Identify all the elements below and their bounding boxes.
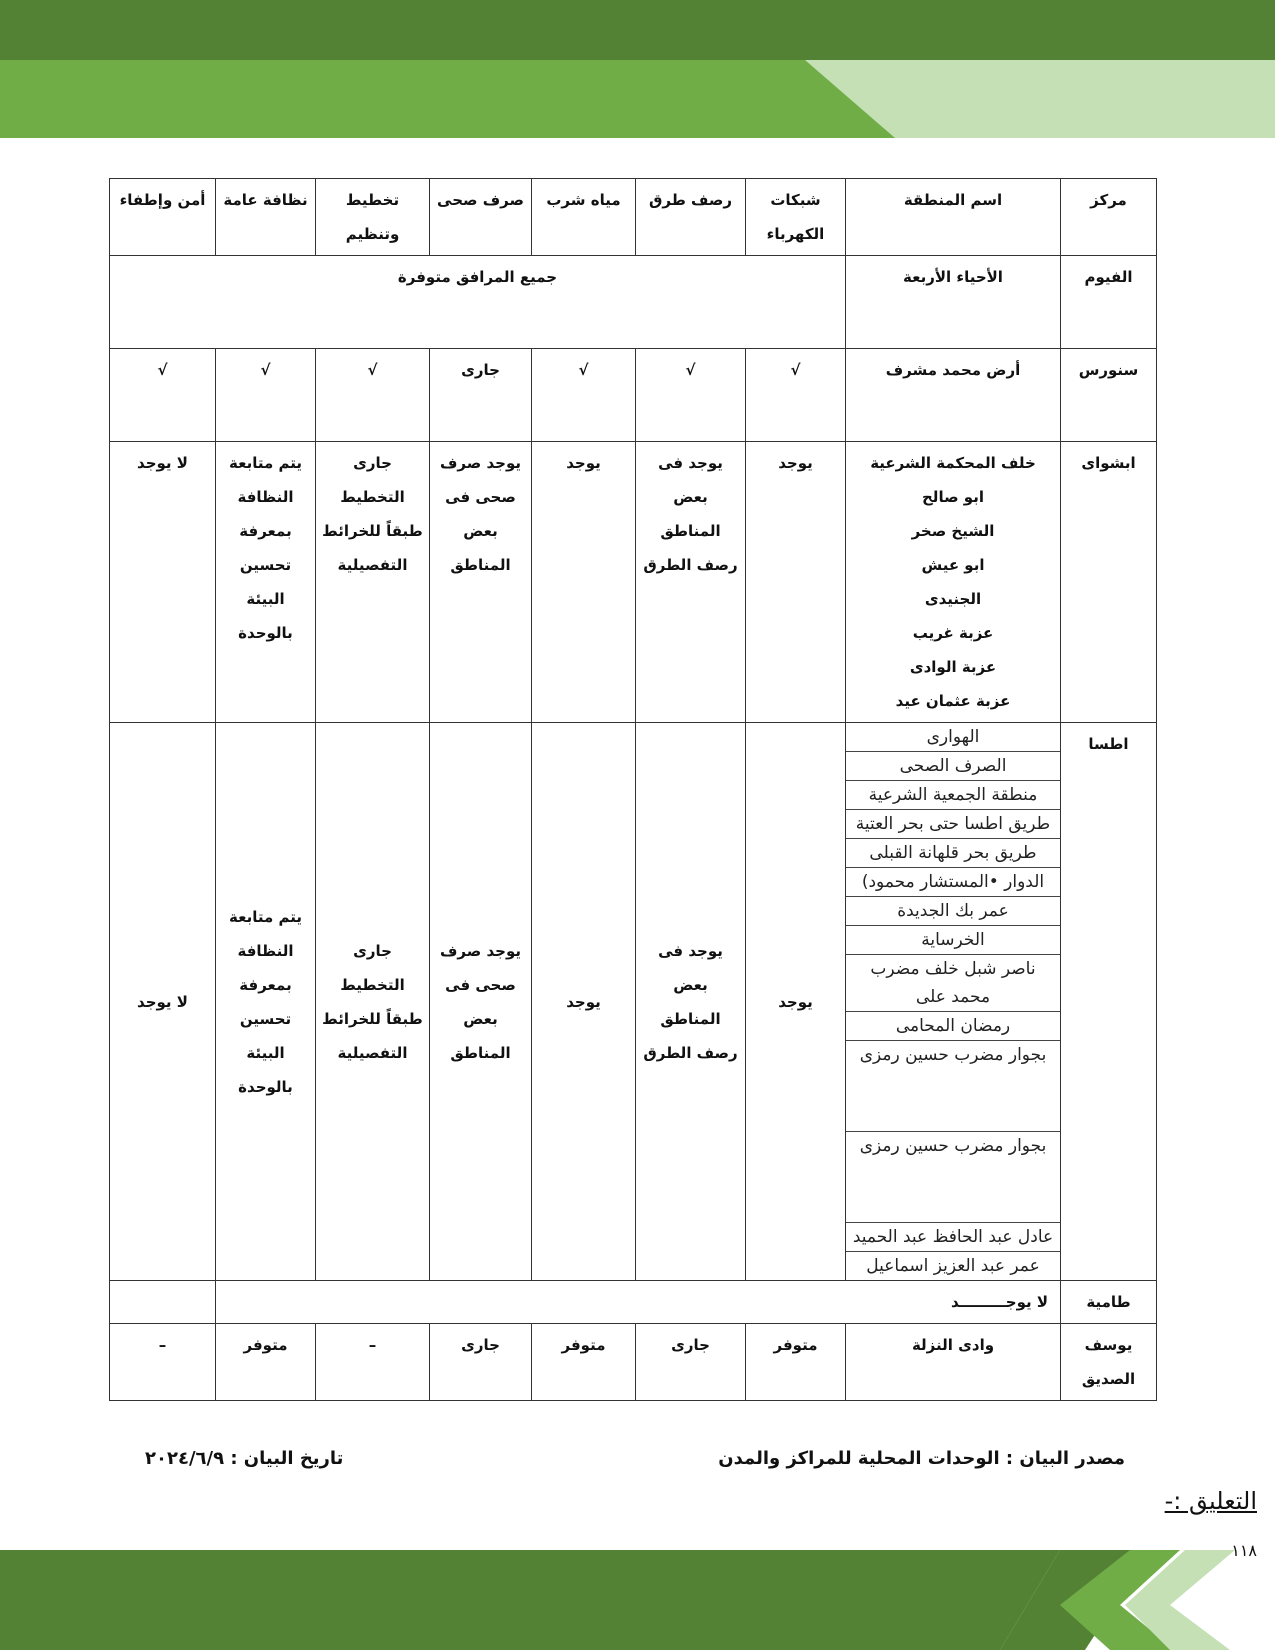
planning-cell: جارى التخطيط طبقاً للخرائط التفصيلية bbox=[316, 442, 430, 723]
center-cell: ابشواى bbox=[1061, 442, 1157, 723]
header-row bbox=[110, 179, 1157, 256]
page-number: ١١٨ bbox=[1231, 1541, 1257, 1560]
header-sewage: صرف صحى bbox=[430, 179, 532, 256]
value-cell: √ bbox=[636, 349, 746, 442]
table-row bbox=[110, 1281, 1157, 1324]
sewage-cell: يوجد صرف صحى فى بعض المناطق bbox=[430, 442, 532, 723]
security-cell: لا يوجد bbox=[110, 442, 216, 723]
list-item: ناصر شبل خلف مضرب محمد على bbox=[846, 955, 1060, 1012]
electricity-cell: يوجد bbox=[746, 723, 846, 1281]
empty-cell bbox=[110, 1281, 216, 1324]
header-banner bbox=[0, 0, 1275, 140]
merged-cell: لا يوجـــــــــد bbox=[216, 1281, 1061, 1324]
list-item: عمر بك الجديدة bbox=[846, 897, 1060, 926]
list-item: الخرساية bbox=[846, 926, 1060, 955]
value-cell: جارى bbox=[636, 1324, 746, 1401]
center-cell: سنورس bbox=[1061, 349, 1157, 442]
water-cell: يوجد bbox=[532, 442, 636, 723]
planning-cell: جارى التخطيط طبقاً للخرائط التفصيلية bbox=[316, 723, 430, 1281]
value-cell: √ bbox=[532, 349, 636, 442]
comment-heading: التعليق :- bbox=[1164, 1487, 1257, 1515]
date-note: تاريخ البيان : ٢٠٢٤/٦/٩ bbox=[145, 1448, 344, 1469]
area-cell: خلف المحكمة الشرعية ابو صالح الشيخ صخر ابو عيش الجنيدى عزبة غريب عزبة الوادى عزبة عثمان عيد bbox=[846, 442, 1061, 723]
value-cell: متوفر bbox=[532, 1324, 636, 1401]
list-item: منطقة الجمعية الشرعية bbox=[846, 781, 1060, 810]
list-item: عادل عبد الحافظ عبد الحميد bbox=[846, 1223, 1060, 1252]
value-cell: – bbox=[110, 1324, 216, 1401]
list-item: عمر عبد العزيز اسماعيل bbox=[866, 1256, 1040, 1276]
list-item: طريق اطسا حتى بحر العتية bbox=[846, 810, 1060, 839]
list-item: الدوار •المستشار محمود) bbox=[846, 868, 1060, 897]
table-row bbox=[110, 442, 1157, 723]
center-cell: الفيوم bbox=[1061, 256, 1157, 349]
header-electricity: شبكات الكهرباء bbox=[746, 179, 846, 256]
header-planning: تخطيط وتنظيم bbox=[316, 179, 430, 256]
facilities-table bbox=[109, 178, 1157, 1401]
list-item: رمضان المحامى bbox=[846, 1012, 1060, 1041]
source-note: مصدر البيان : الوحدات المحلية للمراكز والمدن bbox=[718, 1448, 1125, 1469]
area-cell bbox=[846, 723, 1061, 1281]
center-cell: اطسا bbox=[1061, 723, 1157, 1281]
list-item: الهوارى bbox=[846, 723, 1060, 752]
merged-cell: جميع المرافق متوفرة bbox=[110, 256, 846, 349]
center-cell: طامية bbox=[1061, 1281, 1157, 1324]
table-row bbox=[110, 1324, 1157, 1401]
list-item: بجوار مضرب حسين رمزى bbox=[846, 1041, 1060, 1132]
header-area: اسم المنطقة bbox=[846, 179, 1061, 256]
value-cell: √ bbox=[746, 349, 846, 442]
header-water: مياه شرب bbox=[532, 179, 636, 256]
cleaning-cell: يتم متابعة النظافة بمعرفة تحسين البيئة بالوحدة bbox=[216, 723, 316, 1281]
roads-cell: يوجد فى بعض المناطق رصف الطرق bbox=[636, 723, 746, 1281]
sewage-cell: يوجد صرف صحى فى بعض المناطق bbox=[430, 723, 532, 1281]
value-cell: جارى bbox=[430, 1324, 532, 1401]
water-cell: يوجد bbox=[532, 723, 636, 1281]
header-center: مركز bbox=[1061, 179, 1157, 256]
value-cell: جارى bbox=[430, 349, 532, 442]
value-cell: متوفر bbox=[746, 1324, 846, 1401]
header-cleaning: نظافة عامة bbox=[216, 179, 316, 256]
value-cell: √ bbox=[316, 349, 430, 442]
area-cell: وادى النزلة bbox=[846, 1324, 1061, 1401]
header-security: أمن وإطفاء bbox=[110, 179, 216, 256]
table-row bbox=[110, 256, 1157, 349]
roads-cell: يوجد فى بعض المناطق رصف الطرق bbox=[636, 442, 746, 723]
electricity-cell: يوجد bbox=[746, 442, 846, 723]
area-cell: الأحياء الأربعة bbox=[846, 256, 1061, 349]
list-item: بجوار مضرب حسين رمزى bbox=[846, 1132, 1060, 1223]
header-roads: رصف طرق bbox=[636, 179, 746, 256]
list-item: طريق بحر قلهانة القبلى bbox=[846, 839, 1060, 868]
area-list bbox=[846, 723, 1060, 1280]
value-cell: متوفر bbox=[216, 1324, 316, 1401]
center-cell: يوسف الصديق bbox=[1061, 1324, 1157, 1401]
list-item: الصرف الصحى bbox=[846, 752, 1060, 781]
table-row bbox=[110, 723, 1157, 1281]
value-cell: √ bbox=[110, 349, 216, 442]
area-cell: أرض محمد مشرف bbox=[846, 349, 1061, 442]
cleaning-cell: يتم متابعة النظافة بمعرفة تحسين البيئة بالوحدة bbox=[216, 442, 316, 723]
value-cell: √ bbox=[216, 349, 316, 442]
footer-banner bbox=[0, 1540, 1275, 1650]
security-cell: لا يوجد bbox=[110, 723, 216, 1281]
value-cell: – bbox=[316, 1324, 430, 1401]
table-row bbox=[110, 349, 1157, 442]
